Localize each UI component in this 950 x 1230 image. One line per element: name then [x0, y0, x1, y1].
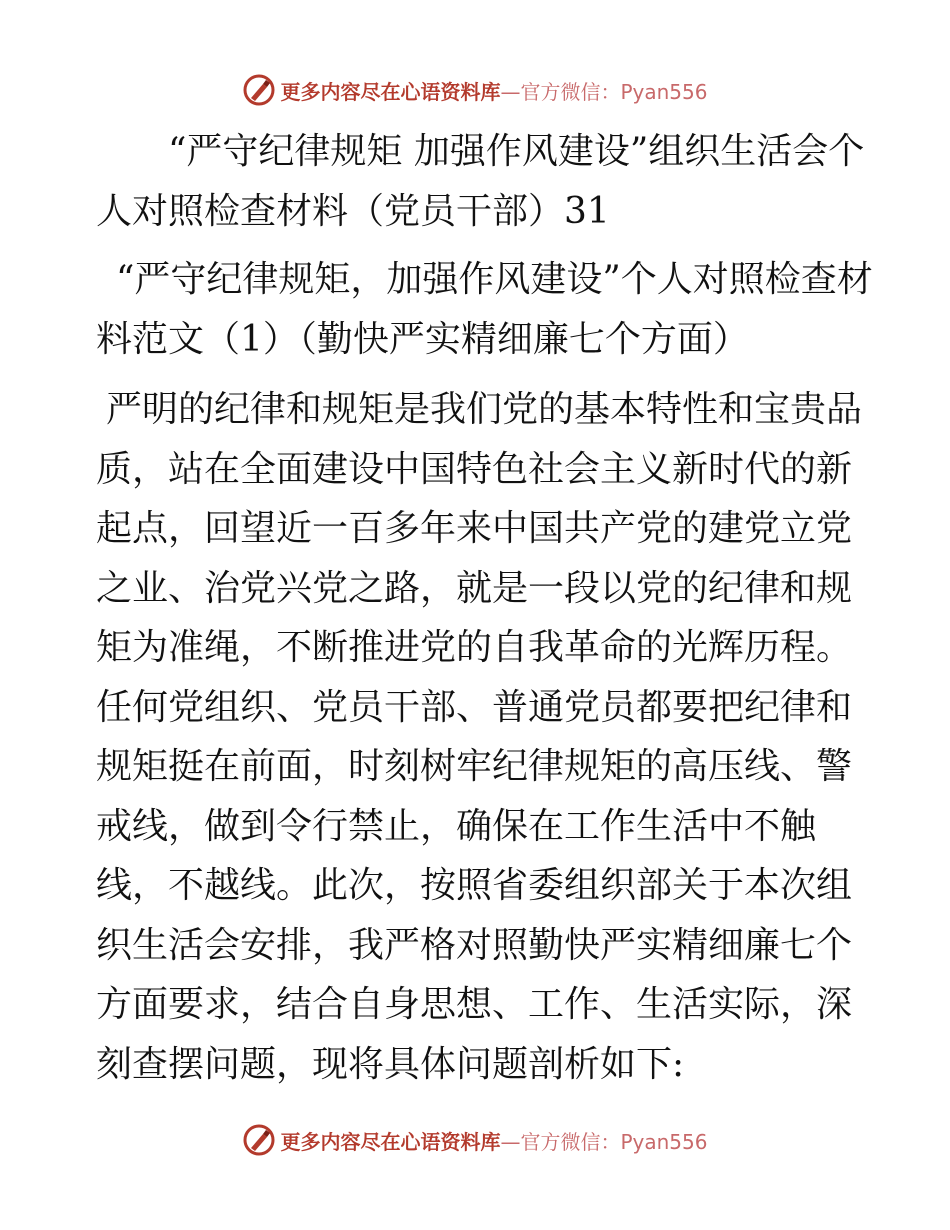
document-title: “严守纪律规矩 加强作风建设”组织生活会个人对照检查材料（党员干部）31	[96, 131, 865, 232]
body-paragraph: 严明的纪律和规矩是我们党的基本特性和宝贵品质，站在全面建设中国特色社会主义新时代的新起点，回望近一百多年来中国共产党的建党立党之业、治党兴党之路，就是一段以党的纪律和规矩为准绳，不断推进党的自我革命的光辉历程。任何党组织、党员干部、普通党员都要把纪律和规矩挺在前面，时刻树牢纪律规矩的高压线、警戒线，做到令行禁止，确保在工作生活中不触线，不越线。此次，按照省委组织部关于本次组织生活会安排，我严格对照勤快严实精细廉七个方面要求，结合自身思想、工作、生活实际，深刻查摆问题，现将具体问题剖析如下:	[96, 389, 863, 1085]
watermark-brand: 更多内容尽在心语资料库	[280, 79, 501, 104]
watermark-contact: —官方微信：Pyan556	[500, 79, 708, 104]
watermark-brand: 更多内容尽在心语资料库	[280, 1129, 501, 1154]
watermark-footer	[0, 1120, 950, 1160]
pen-logo-icon	[242, 1123, 276, 1157]
watermark-header	[0, 70, 950, 110]
watermark-contact: —官方微信：Pyan556	[500, 1129, 708, 1154]
document-body	[96, 122, 886, 1094]
pen-logo-icon	[242, 73, 276, 107]
document-subtitle: “严守纪律规矩，加强作风建设”个人对照检查材料范文（1）（勤快严实精细廉七个方面）	[96, 259, 873, 360]
